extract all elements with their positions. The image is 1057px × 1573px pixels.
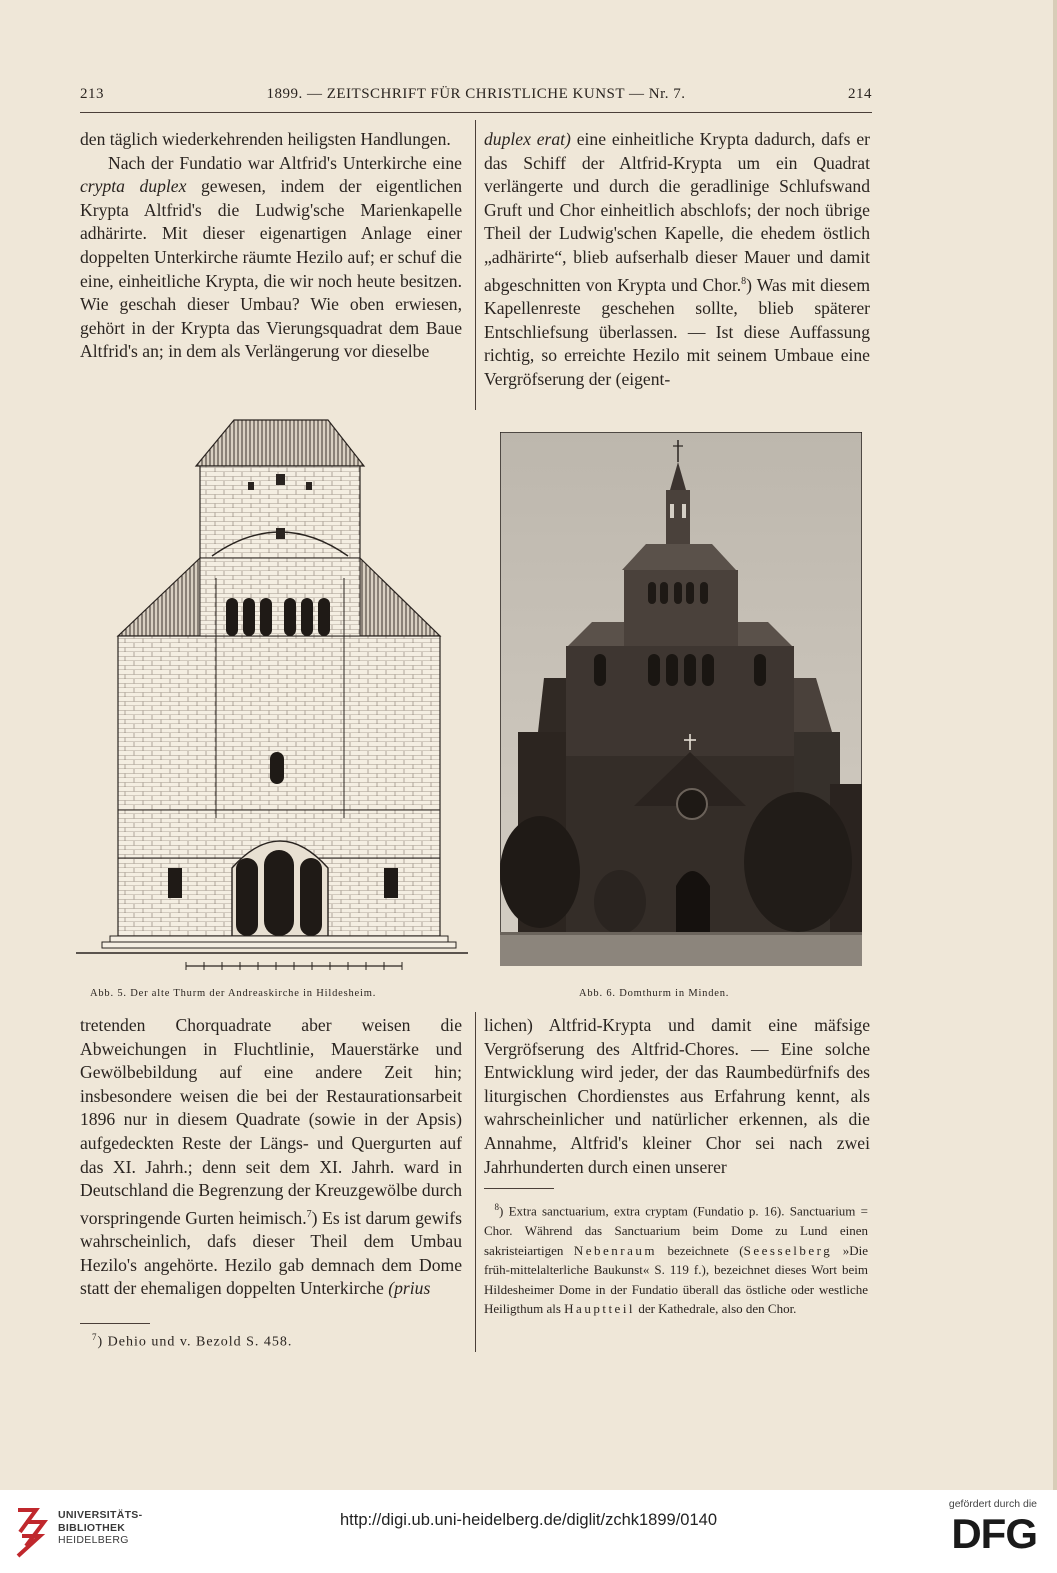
footnote-8: $^8$) Extra sanctuarium, extra cryptam (Fundatio p. 16). Sanctuarium = Chor. Während das Sanctuarium beim Dome zu Lund einen sakristeiartigen Nebenraum bezeichnete (Seesselberg »Die früh-mittelalterliche Baukunst« S. 119 f.), bezeichnet dieses Wort beim Hildesheimer Dome in der Fundatio überall das östliche oder westliche Heiligthum als Hauptteil der Kathedrale, also den Chor. [484,1202,868,1317]
text-column-top-left [80,128,462,364]
tower-drawing [76,418,468,973]
footnote-rule-right [484,1188,554,1189]
text-column-bottom-right [484,1014,870,1179]
paragraph: lichen) Altfrid-Krypta und damit eine mäfsige Vergröfserung des Altfrid-Chores. — Eine solche Entwicklung wird jeder, der das Raumbedürfnifs des liturgischen Chordienstes aus Erfahrung kennt, als wahrscheinlicher und natürlicher erkennen, als die Annahme, Altfrid's kleiner Chor sei nach zwei Jahrhunderten durch einen unserer [484,1015,870,1177]
figure-6-caption: Abb. 6. Domthurm in Minden. [579,988,730,999]
column-divider-top [475,120,476,410]
cathedral-photo [500,432,862,966]
footnote-ref: 7 [306,1208,312,1220]
library-name: UNIVERSITÄTS- BIBLIOTHEK HEIDELBERG [58,1509,143,1546]
journal-title: 1899. — ZEITSCHRIFT FÜR CHRISTLICHE KUNST — Nr. 7. [266,86,686,102]
sponsor-label: gefördert durch die [948,1498,1037,1510]
footnote-rule-left [80,1323,150,1324]
viewer-footer [0,1490,1057,1573]
page-number-right: 214 [848,86,872,102]
figure-5-caption: Abb. 5. Der alte Thurm der Andreaskirche in Hildesheim. [90,988,377,999]
paragraph: duplex erat) eine einheitliche Krypta dadurch, dafs er das Schiff der Altfrid-Krypta um ein Quadrat verlängerte und durch die geradlinige Schlufswand Gruft und Chor einheitlich abschlofs; der noch übrige Theil der Ludwig'schen Kapelle, die ehedem östlich „adhärirte“, blieb aufserhalb dieser Mauer und damit abgeschnitten von Krypta und Chor.$^8$) Was mit diesem Kapellenreste geschehen sollte, blieb späterer Entschliefsung überlassen. — Ist diese Auffassung richtig, so erreichte Hezilo mit seinem Umbaue eine Vergröfserung der (eigent- [484,129,870,389]
paragraph: Nach der Fundatio war Altfrid's Unterkirche eine crypta duplex gewesen, indem der eigentlichen Krypta Altfrid's die Ludwig'sche Marienkapelle adhärirte. Mit dieser eigenartigen Anlage einer doppelten Unterkirche räumte Hezilo auf; er schuf die eine, einheitliche Krypta, die wir noch heute besitzen. Wie geschah dieser Umbau? Wie oben erwiesen, gehört in der Krypta das Vierungsquadrat dem Baue Altfrid's an; in dem als Verlängerung vor dieselbe [80,152,463,362]
header-rule [80,112,872,113]
permalink-url[interactable]: http://digi.ub.uni-heidelberg.de/diglit/zchk1899/0140 [339,1511,718,1529]
figure-andreaskirche-drawing [76,418,468,978]
paragraph: den täglich wiederkehrenden heiligsten Handlungen. [80,129,451,149]
sponsor-name: DFG [951,1510,1037,1557]
text-column-top-right [484,128,870,391]
column-divider-bottom [475,1012,476,1352]
text-column-bottom-left [80,1014,462,1301]
dfg-logo[interactable] [927,1498,1037,1568]
footnote-7: $^7$) Dehio und v. Bezold S. 458. [92,1332,293,1350]
figure-minden-photo [500,432,862,971]
footnote-ref: 8 [741,275,747,287]
running-header [80,86,872,108]
paragraph: tretenden Chorquadrate aber weisen die Abweichungen in Fluchtlinie, Mauerstärke und Gewölbebildung auf eine andere Zeit hin; insbesondere weisen die bei der Restaurationsarbeit 1896 nur in diesem Quadrate (sowie in der Apsis) aufgedeckten Reste der Längs- und Quergurten auf das XI. Jahrh.; denn seit dem XI. Jahrh. ward in Deutschland die Begrenzung der Kreuzgewölbe durch vorspringende Gurten heimisch.$^7$) Es ist darum gewifs wahrscheinlich, dafs dieser Theil dem Umbau Hezilo's angehörte. Hezilo gab demnach dem Dome statt der ehemaligen doppelten Unterkirche (prius [80,1015,462,1299]
page-number-left: 213 [80,86,104,102]
